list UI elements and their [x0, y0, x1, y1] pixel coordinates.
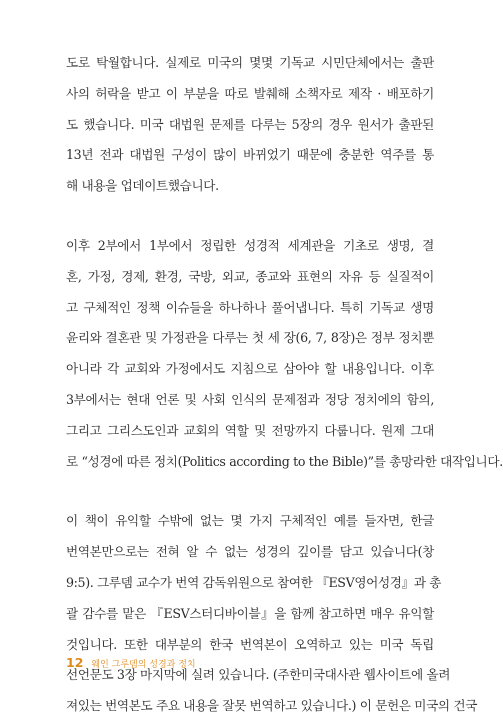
page-number: 12	[66, 655, 84, 670]
text-line: 아니라 각 교회와 가정에서도 지침으로 삼아야 할 내용입니다. 이후	[66, 361, 434, 377]
text-line: 져있는 번역본도 주요 내용을 잘못 번역하고 있습니다.) 이 문헌은 미국의 건국	[66, 698, 478, 714]
page-footer	[66, 652, 196, 671]
text-line: 윤리와 결혼관 및 가정관을 다루는 첫 세 장(6, 7, 8장)은 정부 정치뿐	[66, 330, 434, 346]
text-line: 고 구체적인 정책 이슈들을 하나하나 풀어냅니다. 특히 기독교 생명	[66, 299, 434, 315]
text-line: 13년 전과 대법원 구성이 많이 바뀌었기 때문에 충분한 역주를 통	[66, 147, 434, 163]
text-line: 9:5). 그루뎀 교수가 번역 감독위원으로 참여한 『ESV영어성경』과 총	[66, 574, 442, 590]
text-line: 사의 허락을 받고 이 부분을 따로 발췌해 소책자로 제작 · 배포하기	[66, 85, 434, 101]
text-line: 혼, 가정, 경제, 환경, 국방, 외교, 종교와 표현의 자유 등 실질적이	[66, 268, 434, 284]
paragraph-2	[66, 231, 503, 477]
text-line: 이후 2부에서 1부에서 정립한 성경적 세계관을 기초로 생명, 결	[66, 237, 434, 253]
text-line: 번역본만으로는 전혀 알 수 없는 성경의 깊이를 담고 있습니다(창	[66, 544, 434, 560]
text-line: 로 “성경에 따른 정치(Politics according to the Bible)”를 총망라한 대작입니다.	[66, 453, 503, 469]
text-line: 괄 감수를 맡은 『ESV스터디바이블』을 함께 참고하면 매우 유익할	[66, 605, 434, 621]
paragraph-3	[66, 506, 478, 722]
text-line: 것입니다. 또한 대부분의 한국 번역본이 오역하고 있는 미국 독립	[66, 636, 434, 652]
page-body	[66, 48, 503, 722]
text-line: 선언문도 3장 마지막에 실려 있습니다. (주한미국대사관 웹사이트에 올려	[66, 667, 451, 683]
text-line: 이 책이 유익할 수밖에 없는 몇 가지 구체적인 예를 들자면, 한글	[66, 513, 434, 529]
paragraph-gap	[66, 477, 434, 506]
text-line: 도로 탁월합니다. 실제로 미국의 몇몇 기독교 시민단체에서는 출판	[66, 55, 434, 70]
text-line: 그리고 그리스도인과 교회의 역할 및 전망까지 다룹니다. 원제 그대	[66, 422, 434, 438]
paragraph-gap	[66, 202, 434, 231]
text-line: 해 내용을 업데이트했습니다.	[66, 178, 219, 194]
text-line: 도 했습니다. 미국 대법원 문제를 다루는 5장의 경우 원서가 출판된	[66, 116, 434, 132]
paragraph-1	[66, 48, 434, 202]
running-title: 웨인 그루뎀의 성경과 정치	[91, 660, 196, 670]
text-line: 3부에서는 현대 언론 및 사회 인식의 문제점과 정당 정치에의 함의,	[66, 391, 434, 407]
